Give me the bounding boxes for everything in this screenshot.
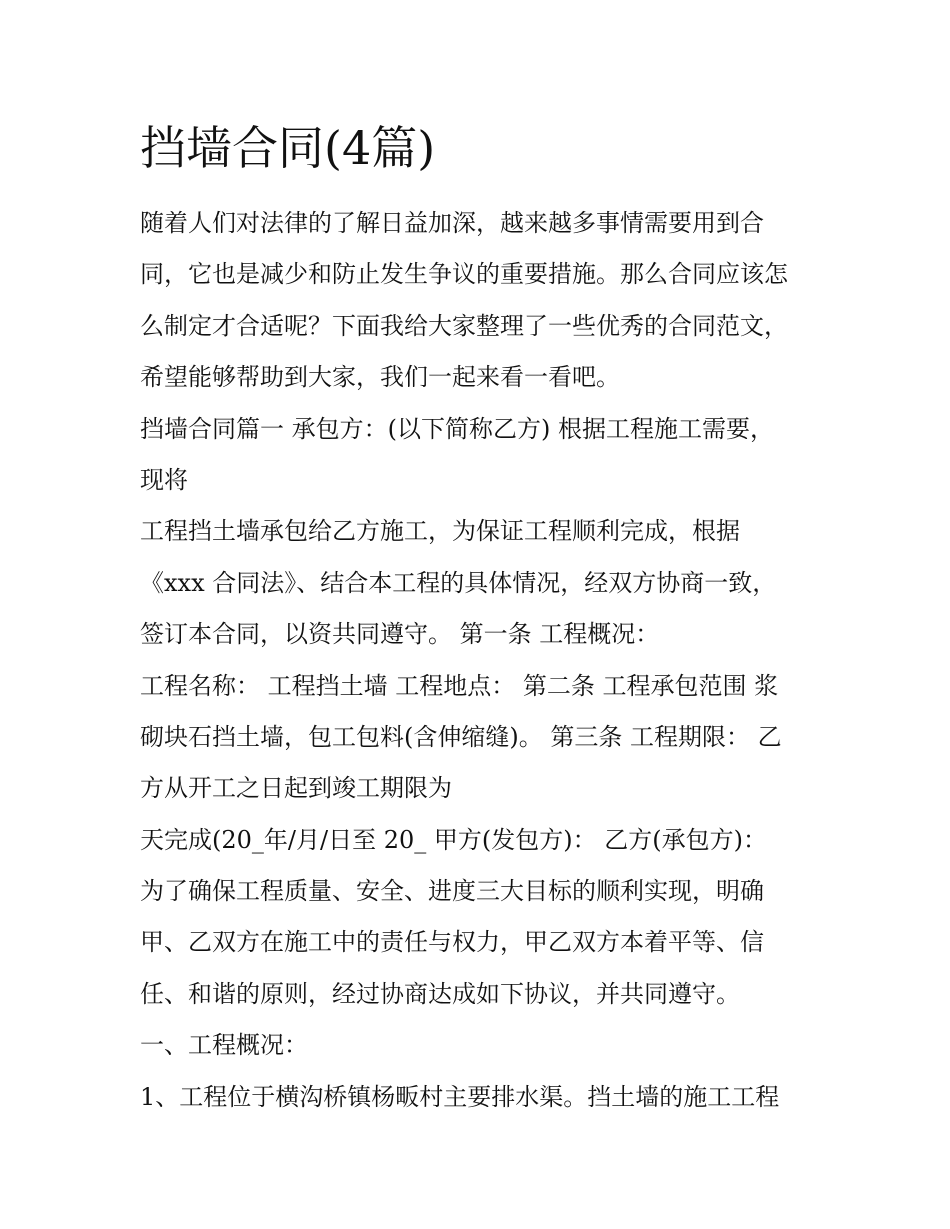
body-line: 同，它也是减少和防止发生争议的重要措施。那么合同应该怎 — [140, 260, 788, 289]
body-line: 砌块石挡土墙，包工包料(含伸缩缝)。 第三条 工程期限： 乙 — [140, 722, 782, 751]
body-line: 工程挡土墙承包给乙方施工，为保证工程顺利完成，根据 — [140, 517, 740, 546]
document-body — [140, 198, 830, 1123]
body-line: 一、工程概况： — [140, 1031, 308, 1060]
document-title: 挡墙合同(4篇) — [140, 121, 436, 175]
body-line: 任、和谐的原则，经过协商达成如下协议，并共同遵守。 — [140, 979, 740, 1008]
body-line: 么制定才合适呢？下面我给大家整理了一些优秀的合同范文， — [140, 311, 788, 340]
body-line: 甲、乙双方在施工中的责任与权力，甲乙双方本着平等、信 — [140, 928, 764, 957]
body-line: 随着人们对法律的了解日益加深，越来越多事情需要用到合 — [140, 209, 764, 237]
body-line: 《xxx 合同法》、结合本工程的具体情况，经双方协商一致， — [140, 568, 777, 597]
body-line: 希望能够帮助到大家，我们一起来看一看吧。 — [140, 363, 620, 392]
body-line: 方从开工之日起到竣工期限为 — [140, 774, 452, 803]
body-line: 1、工程位于横沟桥镇杨畈村主要排水渠。挡土墙的施工工程 — [140, 1082, 780, 1111]
body-line: 签订本合同，以资共同遵守。 第一条 工程概况： — [140, 620, 660, 649]
body-line: 挡墙合同篇一 承包方：(以下简称乙方) 根据工程施工需要， — [140, 414, 774, 443]
body-line: 现将 — [140, 465, 188, 494]
body-line: 为了确保工程质量、安全、进度三大目标的顺利实现，明确 — [140, 877, 764, 906]
body-line: 工程名称： 工程挡土墙 工程地点： 第二条 工程承包范围 浆 — [140, 671, 779, 700]
body-line: 天完成(20_年/月/日至 20_ 甲方(发包方)： 乙方(承包方)： — [140, 825, 767, 854]
